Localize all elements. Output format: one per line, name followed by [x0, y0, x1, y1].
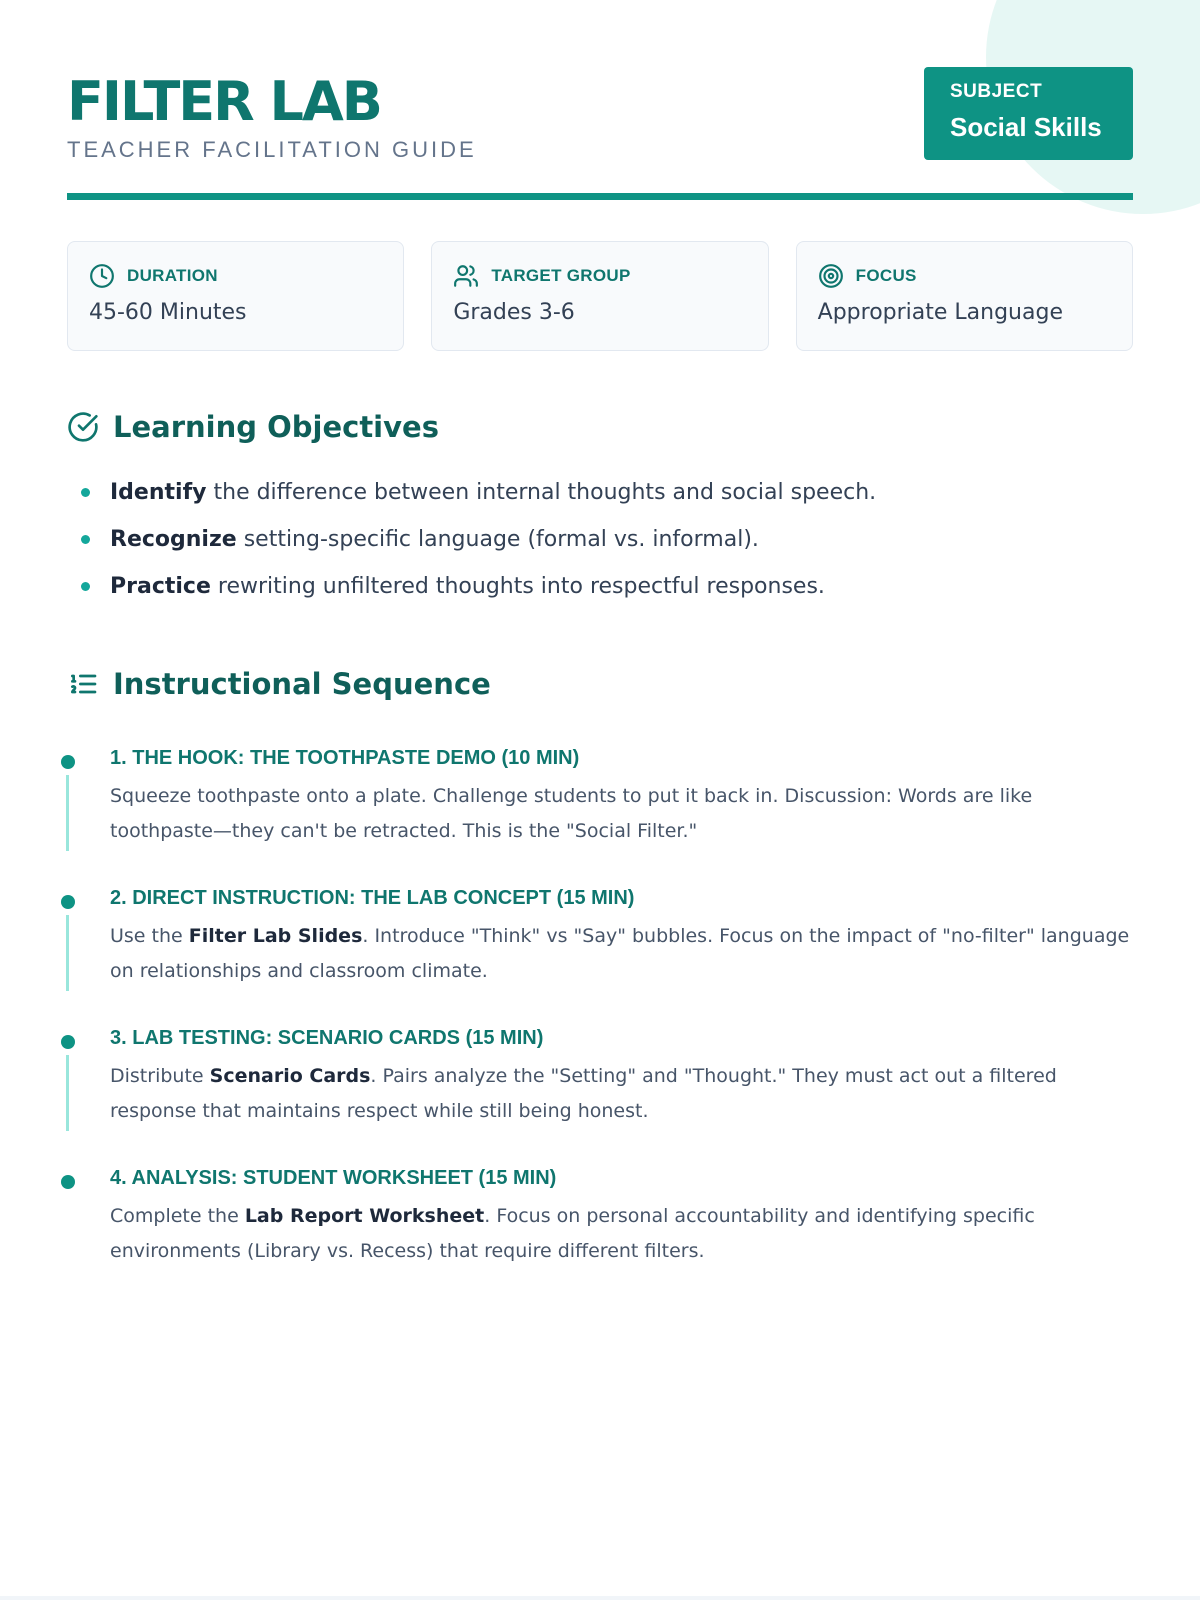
- target-group-label: TARGET GROUP: [491, 266, 631, 285]
- step-title: 3. LAB TESTING: SCENARIO CARDS (15 MIN): [110, 1027, 544, 1049]
- objective-item: [67, 563, 1133, 610]
- info-cards: [67, 241, 1133, 351]
- objective-text: rewriting unfiltered thoughts into respectful responses.: [210, 574, 825, 599]
- subject-badge: [924, 67, 1133, 160]
- bottom-border: [0, 1596, 1200, 1600]
- sequence-step: [67, 1163, 1133, 1269]
- timeline-node: [61, 1035, 75, 1049]
- numbered-list-icon: [67, 668, 99, 700]
- objectives-list: [67, 469, 1133, 610]
- objective-text: the difference between internal thoughts and social speech.: [206, 480, 877, 505]
- timeline-line: [66, 1055, 69, 1131]
- step-description: Distribute Scenario Cards. Pairs analyze the "Setting" and "Thought." They must act out a filtered response that maintains respect while still being honest.: [110, 1065, 1057, 1122]
- objective-keyword: Practice: [110, 574, 211, 599]
- step-description: Use the Filter Lab Slides. Introduce "Think" vs "Say" bubbles. Focus on the impact of "no-filter" language on relationships and classroom climate.: [110, 925, 1130, 982]
- circle-check-icon: [67, 411, 99, 443]
- bullet-dot: [81, 488, 90, 497]
- page-title: FILTER LAB: [67, 70, 381, 133]
- step-title: 2. DIRECT INSTRUCTION: THE LAB CONCEPT (15 MIN): [110, 887, 635, 909]
- duration-label: DURATION: [127, 266, 218, 285]
- focus-card: [796, 241, 1133, 351]
- subject-label: SUBJECT: [950, 81, 1043, 102]
- objective-item: [67, 516, 1133, 563]
- step-title: 1. THE HOOK: THE TOOTHPASTE DEMO (10 MIN): [110, 747, 580, 769]
- bullet-dot: [81, 582, 90, 591]
- timeline-node: [61, 1175, 75, 1189]
- subject-value: Social Skills: [950, 112, 1102, 142]
- resource-name: Scenario Cards: [209, 1065, 371, 1087]
- step-description: Squeeze toothpaste onto a plate. Challenge students to put it back in. Discussion: Words are like toothpaste—they can't be retracted. This is the "Social Filter.": [110, 785, 1033, 842]
- timeline-node: [61, 895, 75, 909]
- target-group-card: [431, 241, 768, 351]
- document-header: [67, 0, 1133, 200]
- step-description: Complete the Lab Report Worksheet. Focus on personal accountability and identifying specific environments (Library vs. Recess) that require different filters.: [110, 1205, 1035, 1262]
- timeline-node: [61, 755, 75, 769]
- objective-keyword: Recognize: [110, 527, 237, 552]
- timeline-line: [66, 915, 69, 991]
- sequence-heading: [67, 664, 1133, 704]
- users-icon: [453, 263, 479, 289]
- resource-name: Filter Lab Slides: [188, 925, 363, 947]
- sequence-timeline: [67, 743, 1133, 1269]
- objectives-heading: [67, 407, 1133, 447]
- objective-keyword: Identify: [110, 480, 207, 505]
- header-divider: [67, 193, 1133, 200]
- target-icon: [818, 263, 844, 289]
- objective-text: setting-specific language (formal vs. informal).: [236, 527, 759, 552]
- sequence-step: [67, 1023, 1133, 1163]
- instructional-sequence-section: [67, 664, 1133, 1269]
- clock-icon: [89, 263, 115, 289]
- target-group-value: Grades 3-6: [453, 300, 575, 325]
- objectives-title: Learning Objectives: [113, 410, 439, 444]
- sequence-title: Instructional Sequence: [113, 667, 491, 701]
- page-subtitle: TEACHER FACILITATION GUIDE: [67, 137, 477, 162]
- bullet-dot: [81, 535, 90, 544]
- sequence-step: [67, 883, 1133, 1023]
- focus-value: Appropriate Language: [817, 300, 1063, 325]
- duration-card: [67, 241, 404, 351]
- focus-label: FOCUS: [855, 266, 917, 285]
- step-title: 4. ANALYSIS: STUDENT WORKSHEET (15 MIN): [110, 1167, 557, 1189]
- resource-name: Lab Report Worksheet: [244, 1205, 485, 1227]
- objective-item: [67, 469, 1133, 516]
- learning-objectives-section: [67, 407, 1133, 610]
- duration-value: 45-60 Minutes: [89, 300, 247, 325]
- timeline-line: [66, 775, 69, 851]
- sequence-step: [67, 743, 1133, 883]
